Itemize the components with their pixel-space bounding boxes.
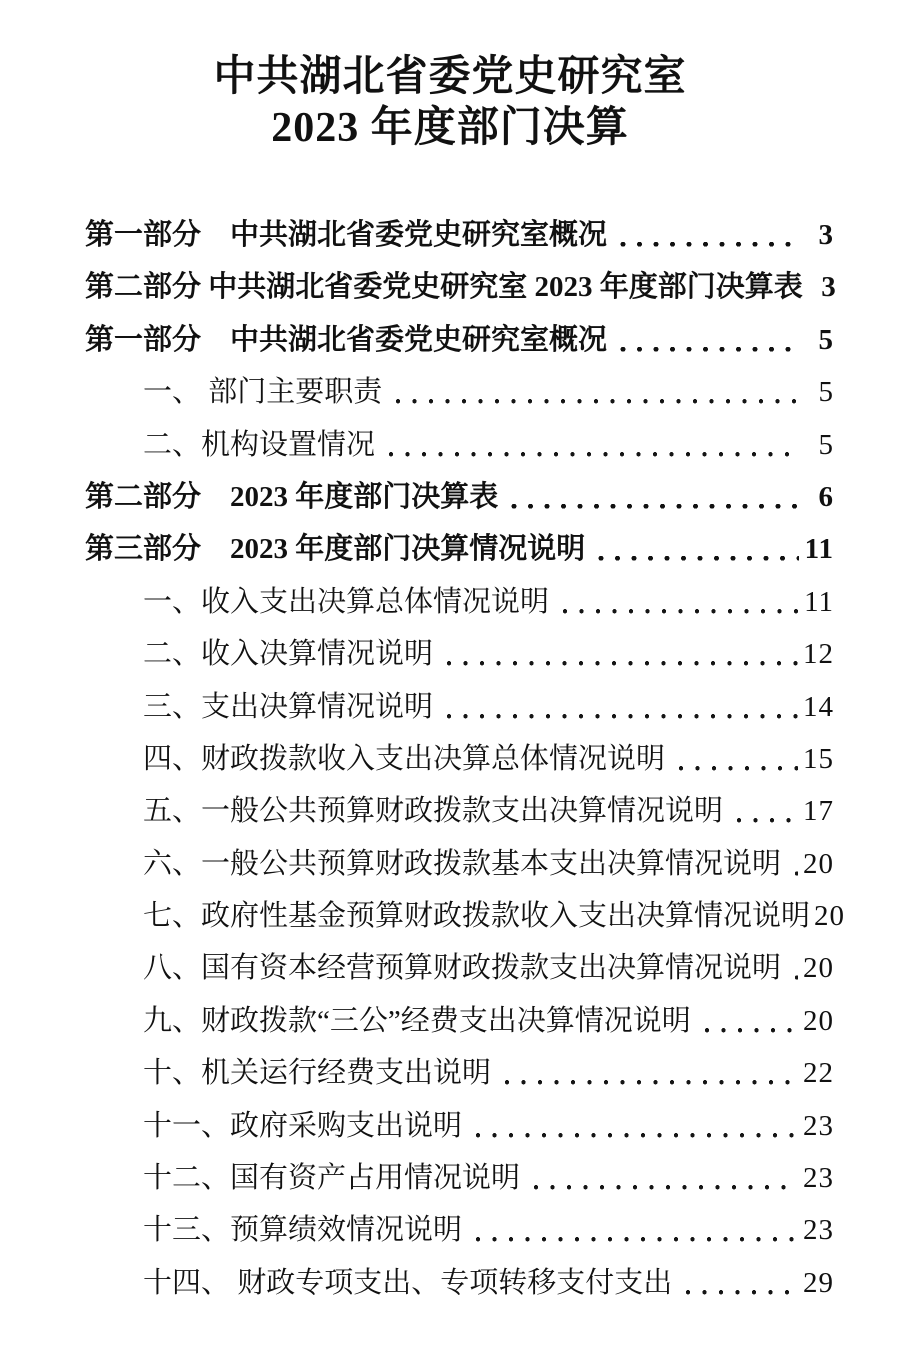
toc-entry-sub-12[interactable] bbox=[85, 1152, 834, 1204]
toc-leader-dots bbox=[390, 366, 799, 418]
toc-entry-label: 十二、国有资产占用情况说明 bbox=[143, 1162, 521, 1195]
toc-entry-label: 第二部分 2023 年度部门决算表 bbox=[85, 480, 499, 513]
table-of-contents bbox=[85, 209, 846, 1309]
toc-leader-dots bbox=[615, 314, 799, 366]
toc-entry-page: 5 bbox=[818, 376, 834, 409]
toc-entry-label: 第三部分 2023 年度部门决算情况说明 bbox=[85, 533, 586, 566]
toc-entry-label: 二、机构设置情况 bbox=[143, 428, 376, 461]
toc-entry-label: 四、财政拨款收入支出决算总体情况说明 bbox=[143, 742, 666, 775]
toc-entry-label: 九、财政拨款“三公”经费支出决算情况说明 bbox=[143, 1004, 691, 1037]
toc-leader-dots bbox=[731, 785, 798, 837]
toc-entry-label: 十四、 财政专项支出、专项转移支付支出 bbox=[143, 1266, 673, 1299]
toc-entry-label: 五、一般公共预算财政拨款支出决算情况说明 bbox=[143, 795, 724, 828]
toc-entry-page: 3 bbox=[821, 271, 837, 304]
toc-leader-dots bbox=[441, 628, 798, 680]
toc-entry-page: 11 bbox=[804, 585, 834, 618]
toc-leader-dots bbox=[499, 1047, 798, 1099]
toc-leader-dots bbox=[615, 209, 799, 261]
toc-entry-page: 20 bbox=[803, 952, 834, 985]
toc-entry-label: 七、政府性基金预算财政拨款收入支出决算情况说明 bbox=[143, 900, 811, 933]
toc-entry-label: 八、国有资本经营预算财政拨款支出决算情况说明 bbox=[143, 952, 782, 985]
toc-entry-page: 6 bbox=[818, 480, 834, 513]
toc-entry-page: 17 bbox=[803, 795, 834, 828]
toc-entry-part1-overview[interactable] bbox=[85, 209, 834, 261]
title-line-2: 2023 年度部门决算 bbox=[271, 105, 629, 151]
toc-leader-dots bbox=[506, 471, 799, 523]
toc-entry-page: 23 bbox=[803, 1214, 834, 1247]
toc-entry-page: 22 bbox=[803, 1057, 834, 1090]
toc-entry-page: 15 bbox=[803, 742, 834, 775]
toc-entry-sub-5[interactable] bbox=[85, 785, 834, 837]
toc-leader-dots bbox=[383, 419, 799, 471]
toc-entry-org-setup[interactable] bbox=[85, 419, 834, 471]
toc-entry-part1-overview-2[interactable] bbox=[85, 314, 834, 366]
toc-entry-sub-8[interactable] bbox=[85, 942, 834, 994]
document-page bbox=[0, 52, 900, 1352]
toc-entry-page: 20 bbox=[803, 1004, 834, 1037]
toc-entry-sub-14[interactable] bbox=[85, 1257, 834, 1309]
toc-entry-label: 十一、政府采购支出说明 bbox=[143, 1109, 463, 1142]
toc-entry-sub-10[interactable] bbox=[85, 1047, 834, 1099]
toc-entry-label: 第一部分 中共湖北省委党史研究室概况 bbox=[85, 323, 608, 356]
toc-entry-label: 第一部分 中共湖北省委党史研究室概况 bbox=[85, 219, 608, 251]
toc-entry-duties[interactable] bbox=[85, 366, 834, 418]
toc-entry-label: 六、一般公共预算财政拨款基本支出决算情况说明 bbox=[143, 847, 782, 880]
toc-leader-dots bbox=[528, 1152, 798, 1204]
toc-leader-dots bbox=[680, 1257, 798, 1309]
toc-entry-page: 12 bbox=[803, 638, 834, 671]
title-line-1: 中共湖北省委党史研究室 bbox=[213, 54, 687, 100]
toc-entry-label: 三、支出决算情况说明 bbox=[143, 690, 434, 723]
toc-entry-page: 5 bbox=[818, 428, 834, 461]
toc-leader-dots bbox=[699, 995, 798, 1047]
toc-entry-page: 5 bbox=[818, 323, 834, 356]
toc-leader-dots bbox=[470, 1204, 798, 1256]
toc-entry-sub-4[interactable] bbox=[85, 733, 834, 785]
toc-entry-sub-13[interactable] bbox=[85, 1204, 834, 1256]
toc-entry-page: 23 bbox=[803, 1109, 834, 1142]
document-title bbox=[0, 52, 900, 154]
toc-entry-page: 20 bbox=[803, 847, 834, 880]
toc-entry-sub-6[interactable] bbox=[85, 838, 834, 890]
toc-entry-label: 十、机关运行经费支出说明 bbox=[143, 1057, 492, 1090]
toc-leader-dots bbox=[593, 523, 799, 575]
toc-entry-page: 29 bbox=[803, 1266, 834, 1299]
toc-entry-label: 一、 部门主要职责 bbox=[143, 376, 383, 409]
toc-leader-dots bbox=[470, 1100, 798, 1152]
toc-leader-dots bbox=[789, 942, 798, 994]
toc-entry-label: 十三、预算绩效情况说明 bbox=[143, 1214, 463, 1247]
toc-leader-dots bbox=[673, 733, 798, 785]
toc-entry-page: 23 bbox=[803, 1162, 834, 1195]
toc-entry-sub-9[interactable] bbox=[85, 995, 834, 1047]
toc-leader-dots bbox=[441, 681, 798, 733]
toc-entry-part2-tables[interactable] bbox=[85, 261, 837, 313]
toc-entry-page: 3 bbox=[818, 219, 834, 251]
toc-entry-page: 20 bbox=[814, 900, 846, 933]
toc-entry-sub-11[interactable] bbox=[85, 1100, 834, 1152]
toc-entry-part2[interactable] bbox=[85, 471, 834, 523]
toc-entry-label: 一、收入支出决算总体情况说明 bbox=[143, 585, 550, 618]
toc-entry-page: 11 bbox=[804, 533, 834, 566]
toc-entry-sub-7[interactable] bbox=[85, 890, 846, 942]
toc-entry-label: 第二部分 中共湖北省委党史研究室 2023 年度部门决算表 bbox=[85, 271, 803, 304]
toc-entry-sub-2[interactable] bbox=[85, 628, 834, 680]
toc-entry-label: 二、收入决算情况说明 bbox=[143, 638, 434, 671]
toc-entry-sub-3[interactable] bbox=[85, 681, 834, 733]
toc-leader-dots bbox=[789, 838, 798, 890]
toc-leader-dots bbox=[557, 576, 799, 628]
toc-entry-part3[interactable] bbox=[85, 523, 834, 575]
toc-entry-page: 14 bbox=[803, 690, 834, 723]
toc-entry-sub-1[interactable] bbox=[85, 576, 834, 628]
